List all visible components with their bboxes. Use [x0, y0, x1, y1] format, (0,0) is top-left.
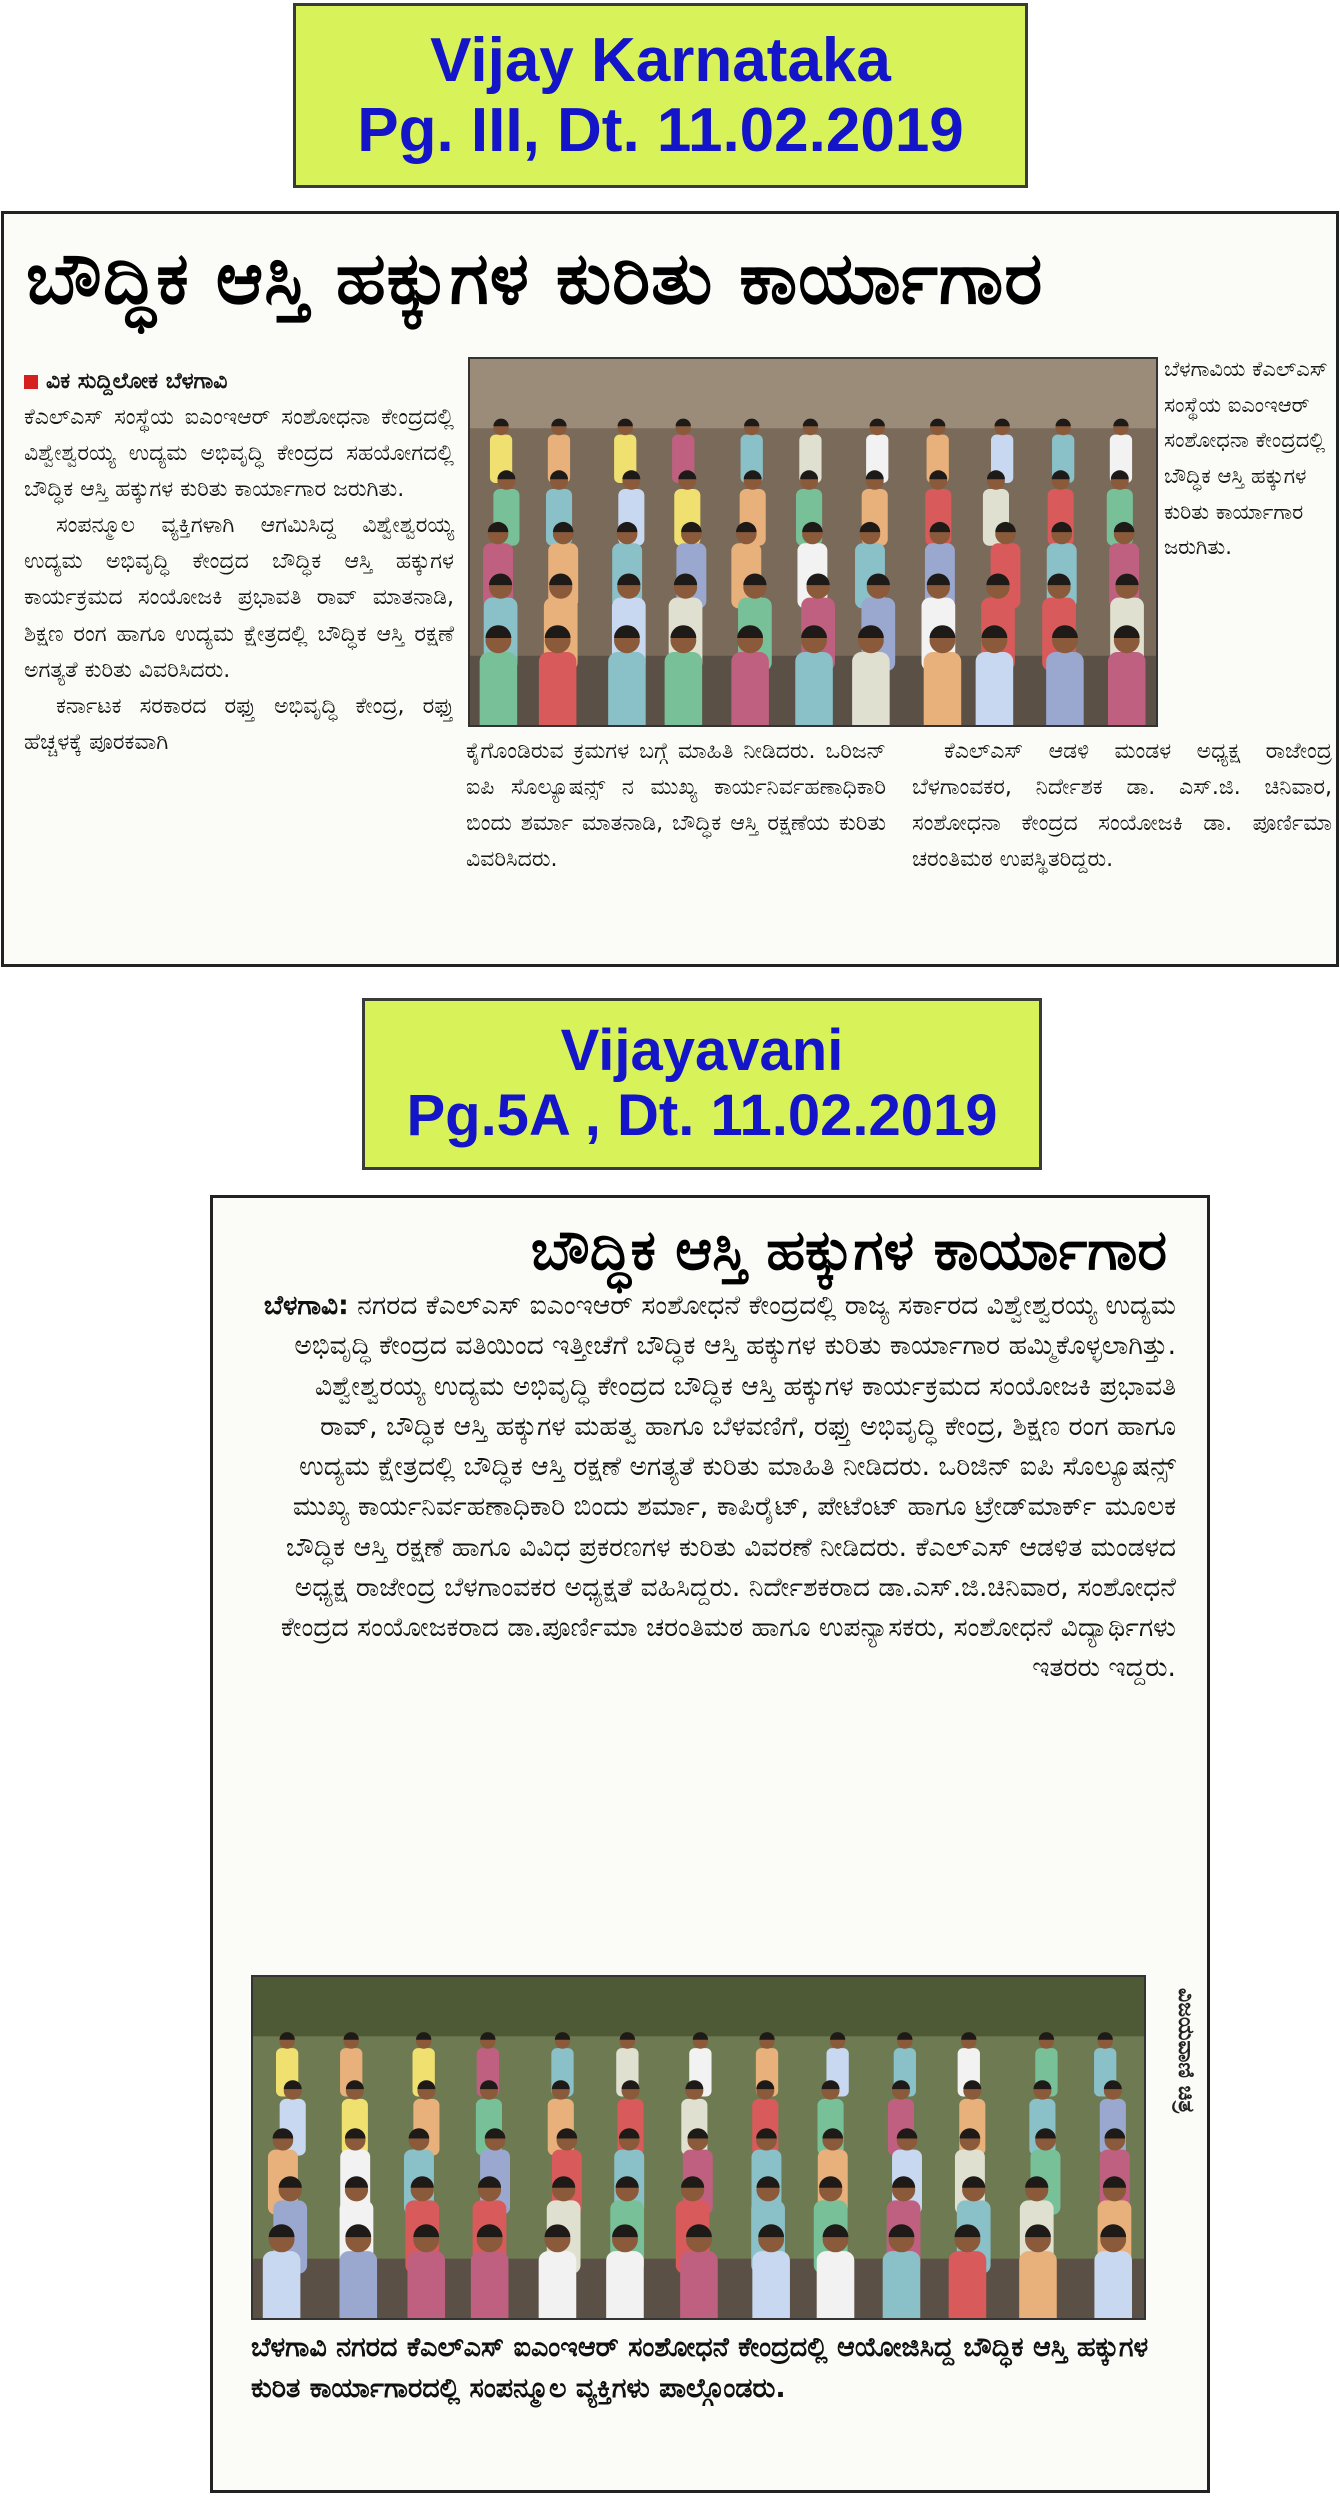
article-paragraph: ಸಂಪನ್ಮೂಲ ವ್ಯಕ್ತಿಗಳಾಗಿ ಆಗಮಿಸಿದ್ದ ವಿಶ್ವೇಶ್ವರಯ್ಯ ಉದ್ಯಮ ಅಭಿವೃದ್ಧಿ ಕೇಂದ್ರದ ಬೌದ್ಧಿಕ ಆಸ್ತಿ ಹಕ್ಕುಗಳ ಕಾರ್ಯಕ್ರಮದ ಸಂಯೋಜಕಿ ಪ್ರಭಾವತಿ ರಾವ್ ಮಾತನಾಡಿ, ಶಿಕ್ಷಣ ರಂಗ ಹಾಗೂ ಉದ್ಯಮ ಕ್ಷೇತ್ರದಲ್ಲಿ ಬೌದ್ಧಿಕ ಆಸ್ತಿ ರಕ್ಷಣೆ ಅಗತ್ಯತೆ ಕುರಿತು ವಿವರಿಸಿದರು. — [24, 513, 454, 683]
clipping-headline: ಬೌದ್ಧಿಕ ಆಸ್ತಿ ಹಕ್ಕುಗಳ ಕುರಿತು ಕಾರ್ಯಾಗಾರ — [26, 236, 1044, 320]
group-photo-image — [470, 359, 1156, 725]
source-page-date: Pg. III, Dt. 11.02.2019 — [357, 95, 964, 165]
article-text: ನಗರದ ಕೆಎಲ್‌ಎಸ್ ಐಎಂಇಆರ್ ಸಂಶೋಧನೆ ಕೇಂದ್ರದಲ್ಲಿ ರಾಜ್ಯ ಸರ್ಕಾರದ ವಿಶ್ವೇಶ್ವರಯ್ಯ ಉದ್ಯಮ ಅಭಿವೃದ್ಧಿ ಕೇಂದ್ರದ ವತಿಯಿಂದ ಇತ್ತೀಚೆಗೆ ಬೌದ್ಧಿಕ ಆಸ್ತಿ ಹಕ್ಕುಗಳ ಕುರಿತು ಕಾರ್ಯಾಗಾರ ಹಮ್ಮಿಕೊಳ್ಳಲಾಗಿತ್ತು. ವಿಶ್ವೇಶ್ವರಯ್ಯ ಉದ್ಯಮ ಅಭಿವೃದ್ಧಿ ಕೇಂದ್ರದ ಬೌದ್ಧಿಕ ಆಸ್ತಿ ಹಕ್ಕುಗಳ ಕಾರ್ಯಕ್ರಮದ ಸಂಯೋಜಕಿ ಪ್ರಭಾವತಿ ರಾವ್, ಬೌದ್ಧಿಕ ಆಸ್ತಿ ಹಕ್ಕುಗಳ ಮಹತ್ವ ಹಾಗೂ ಬೆಳವಣಿಗೆ, ರಫ್ತು ಅಭಿವೃದ್ಧಿ ಕೇಂದ್ರ, ಶಿಕ್ಷಣ ರಂಗ ಹಾಗೂ ಉದ್ಯಮ ಕ್ಷೇತ್ರದಲ್ಲಿ ಬೌದ್ಧಿಕ ಆಸ್ತಿ ರಕ್ಷಣೆ ಅಗತ್ಯತೆ ಕುರಿತು ಮಾಹಿತಿ ನೀಡಿದರು. ಒರಿಜಿನ್ ಐಪಿ ಸೊಲ್ಯೂಷನ್ಸ್ ಮುಖ್ಯ ಕಾರ್ಯನಿರ್ವಹಣಾಧಿಕಾರಿ ಬಿಂದು ಶರ್ಮಾ, ಕಾಪಿರೈಟ್, ಪೇಟೆಂಟ್ ಹಾಗೂ ಟ್ರೇಡ್‌ಮಾರ್ಕ್ ಮೂಲಕ ಬೌದ್ಧಿಕ ಆಸ್ತಿ ರಕ್ಷಣೆ ಹಾಗೂ ವಿವಿಧ ಪ್ರಕರಣಗಳ ಕುರಿತು ವಿವರಣೆ ನೀಡಿದರು. ಕೆಎಲ್‌ಎಸ್ ಆಡಳಿತ ಮಂಡಳದ ಅಧ್ಯಕ್ಷ ರಾಜೇಂದ್ರ ಬೆಳಗಾಂವಕರ ಅಧ್ಯಕ್ಷತೆ ವಹಿಸಿದ್ದರು. ನಿರ್ದೇಶಕರಾದ ಡಾ.ಎಸ್.ಜಿ.ಚಿನಿವಾರ, ಸಂಶೋಧನೆ ಕೇಂದ್ರದ ಸಂಯೋಜಕರಾದ ಡಾ.ಪೂರ್ಣಿಮಾ ಚರಂತಿಮಠ ಹಾಗೂ ಉಪನ್ಯಾಸಕರು, ಸಂಶೋಧನೆ ವಿದ್ಯಾರ್ಥಿಗಳು ಇತರರು ಇದ್ದರು. — [280, 1290, 1176, 1684]
bullet-square-icon — [24, 375, 38, 389]
photo-side-caption: ಬೆಳಗಾವಿಯ ಕೆಎಲ್‌ಎಸ್ ಸಂಸ್ಥೆಯ ಐಎಂಇಆರ್ ಸಂಶೋಧನಾ ಕೇಂದ್ರದಲ್ಲಿ ಬೌದ್ಧಿಕ ಆಸ್ತಿ ಹಕ್ಕುಗಳ ಕುರಿತು ಕಾರ್ಯಾಗಾರ ಜರುಗಿತು. — [1164, 357, 1328, 560]
photo-credit: ವಿಜಯವಾಣಿ ಚಿತ್ರ — [1173, 1988, 1198, 2114]
article-column-1 — [24, 364, 454, 761]
article-paragraph: ಕರ್ನಾಟಕ ಸರಕಾರದ ರಫ್ತು ಅಭಿವೃದ್ಧಿ ಕೇಂದ್ರ, ರಫ್ತು ಹೆಚ್ಚಳಕ್ಕೆ ಪೂರಕವಾಗಿ — [24, 693, 454, 755]
source-name: Vijay Karnataka — [430, 26, 891, 96]
source-label-vijay-karnataka — [293, 3, 1028, 188]
article-paragraph: ಕೆಎಲ್‌ಎಸ್ ಆಡಳಿ ಮಂಡಳ ಅಧ್ಯಕ್ಷ ರಾಜೇಂದ್ರ ಬೆಳಗಾಂವಕರ, ನಿರ್ದೇಶಕ ಡಾ. ಎಸ್.ಜಿ. ಚಿನಿವಾರ, ಸಂಶೋಧನಾ ಕೇಂದ್ರದ ಸಂಯೋಜಕಿ ಡಾ. ಪೂರ್ಣಿಮಾ ಚರಂತಿಮಠ ಉಪಸ್ಥಿತರಿದ್ದರು. — [912, 739, 1332, 873]
group-photo — [468, 357, 1158, 727]
byline-text: ವಿಕ ಸುದ್ದಿಲೋಕ ಬೆಳಗಾವಿ — [46, 369, 228, 394]
clipping-headline: ಬೌದ್ಧಿಕ ಆಸ್ತಿ ಹಕ್ಕುಗಳ ಕಾರ್ಯಾಗಾರ — [530, 1218, 1167, 1283]
byline — [24, 364, 454, 400]
news-clipping-vijayavani — [210, 1195, 1210, 2493]
group-photo-image — [253, 1977, 1144, 2318]
source-page-date: Pg.5A , Dt. 11.02.2019 — [406, 1083, 998, 1148]
news-clipping-vijay-karnataka — [1, 211, 1339, 967]
article-paragraph: ಕೆಎಲ್‌ಎಸ್ ಸಂಸ್ಥೆಯ ಐಎಂಇಆರ್ ಸಂಶೋಧನಾ ಕೇಂದ್ರದಲ್ಲಿ ವಿಶ್ವೇಶ್ವರಯ್ಯ ಉದ್ಯಮ ಅಭಿವೃದ್ಧಿ ಕೇಂದ್ರದ ಸಹಯೋಗದಲ್ಲಿ ಬೌದ್ಧಿಕ ಆಸ್ತಿ ಹಕ್ಕುಗಳ ಕುರಿತು ಕಾರ್ಯಾಗಾರ ಜರುಗಿತು. — [24, 405, 454, 503]
article-column-2 — [466, 734, 886, 878]
dateline: ಬೆಳಗಾವಿ: — [263, 1290, 349, 1321]
source-label-vijayavani — [362, 998, 1042, 1170]
source-name: Vijayavani — [560, 1018, 844, 1084]
photo-caption: ಬೆಳಗಾವಿ ನಗರದ ಕೆಎಲ್‌ಎಸ್ ಐಎಂಇಆರ್ ಸಂಶೋಧನೆ ಕೇಂದ್ರದಲ್ಲಿ ಆಯೋಜಿಸಿದ್ದ ಬೌದ್ಧಿಕ ಆಸ್ತಿ ಹಕ್ಕುಗಳ ಕುರಿತ ಕಾರ್ಯಾಗಾರದಲ್ಲಿ ಸಂಪನ್ಮೂಲ ವ್ಯಕ್ತಿಗಳು ಪಾಲ್ಗೊಂಡರು. — [251, 2332, 1149, 2404]
group-photo — [251, 1975, 1146, 2320]
article-body — [251, 1286, 1176, 1689]
article-column-3 — [912, 734, 1332, 878]
article-paragraph: ಕೈಗೊಂಡಿರುವ ಕ್ರಮಗಳ ಬಗ್ಗೆ ಮಾಹಿತಿ ನೀಡಿದರು. ಒರಿಜನ್ ಐಪಿ ಸೊಲ್ಯೂಷನ್ಸ್ ನ ಮುಖ್ಯ ಕಾರ್ಯನಿರ್ವಹಣಾಧಿಕಾರಿ ಬಿಂದು ಶರ್ಮಾ ಮಾತನಾಡಿ, ಬೌದ್ಧಿಕ ಆಸ್ತಿ ರಕ್ಷಣೆಯ ಕುರಿತು ವಿವರಿಸಿದರು. — [466, 739, 886, 873]
